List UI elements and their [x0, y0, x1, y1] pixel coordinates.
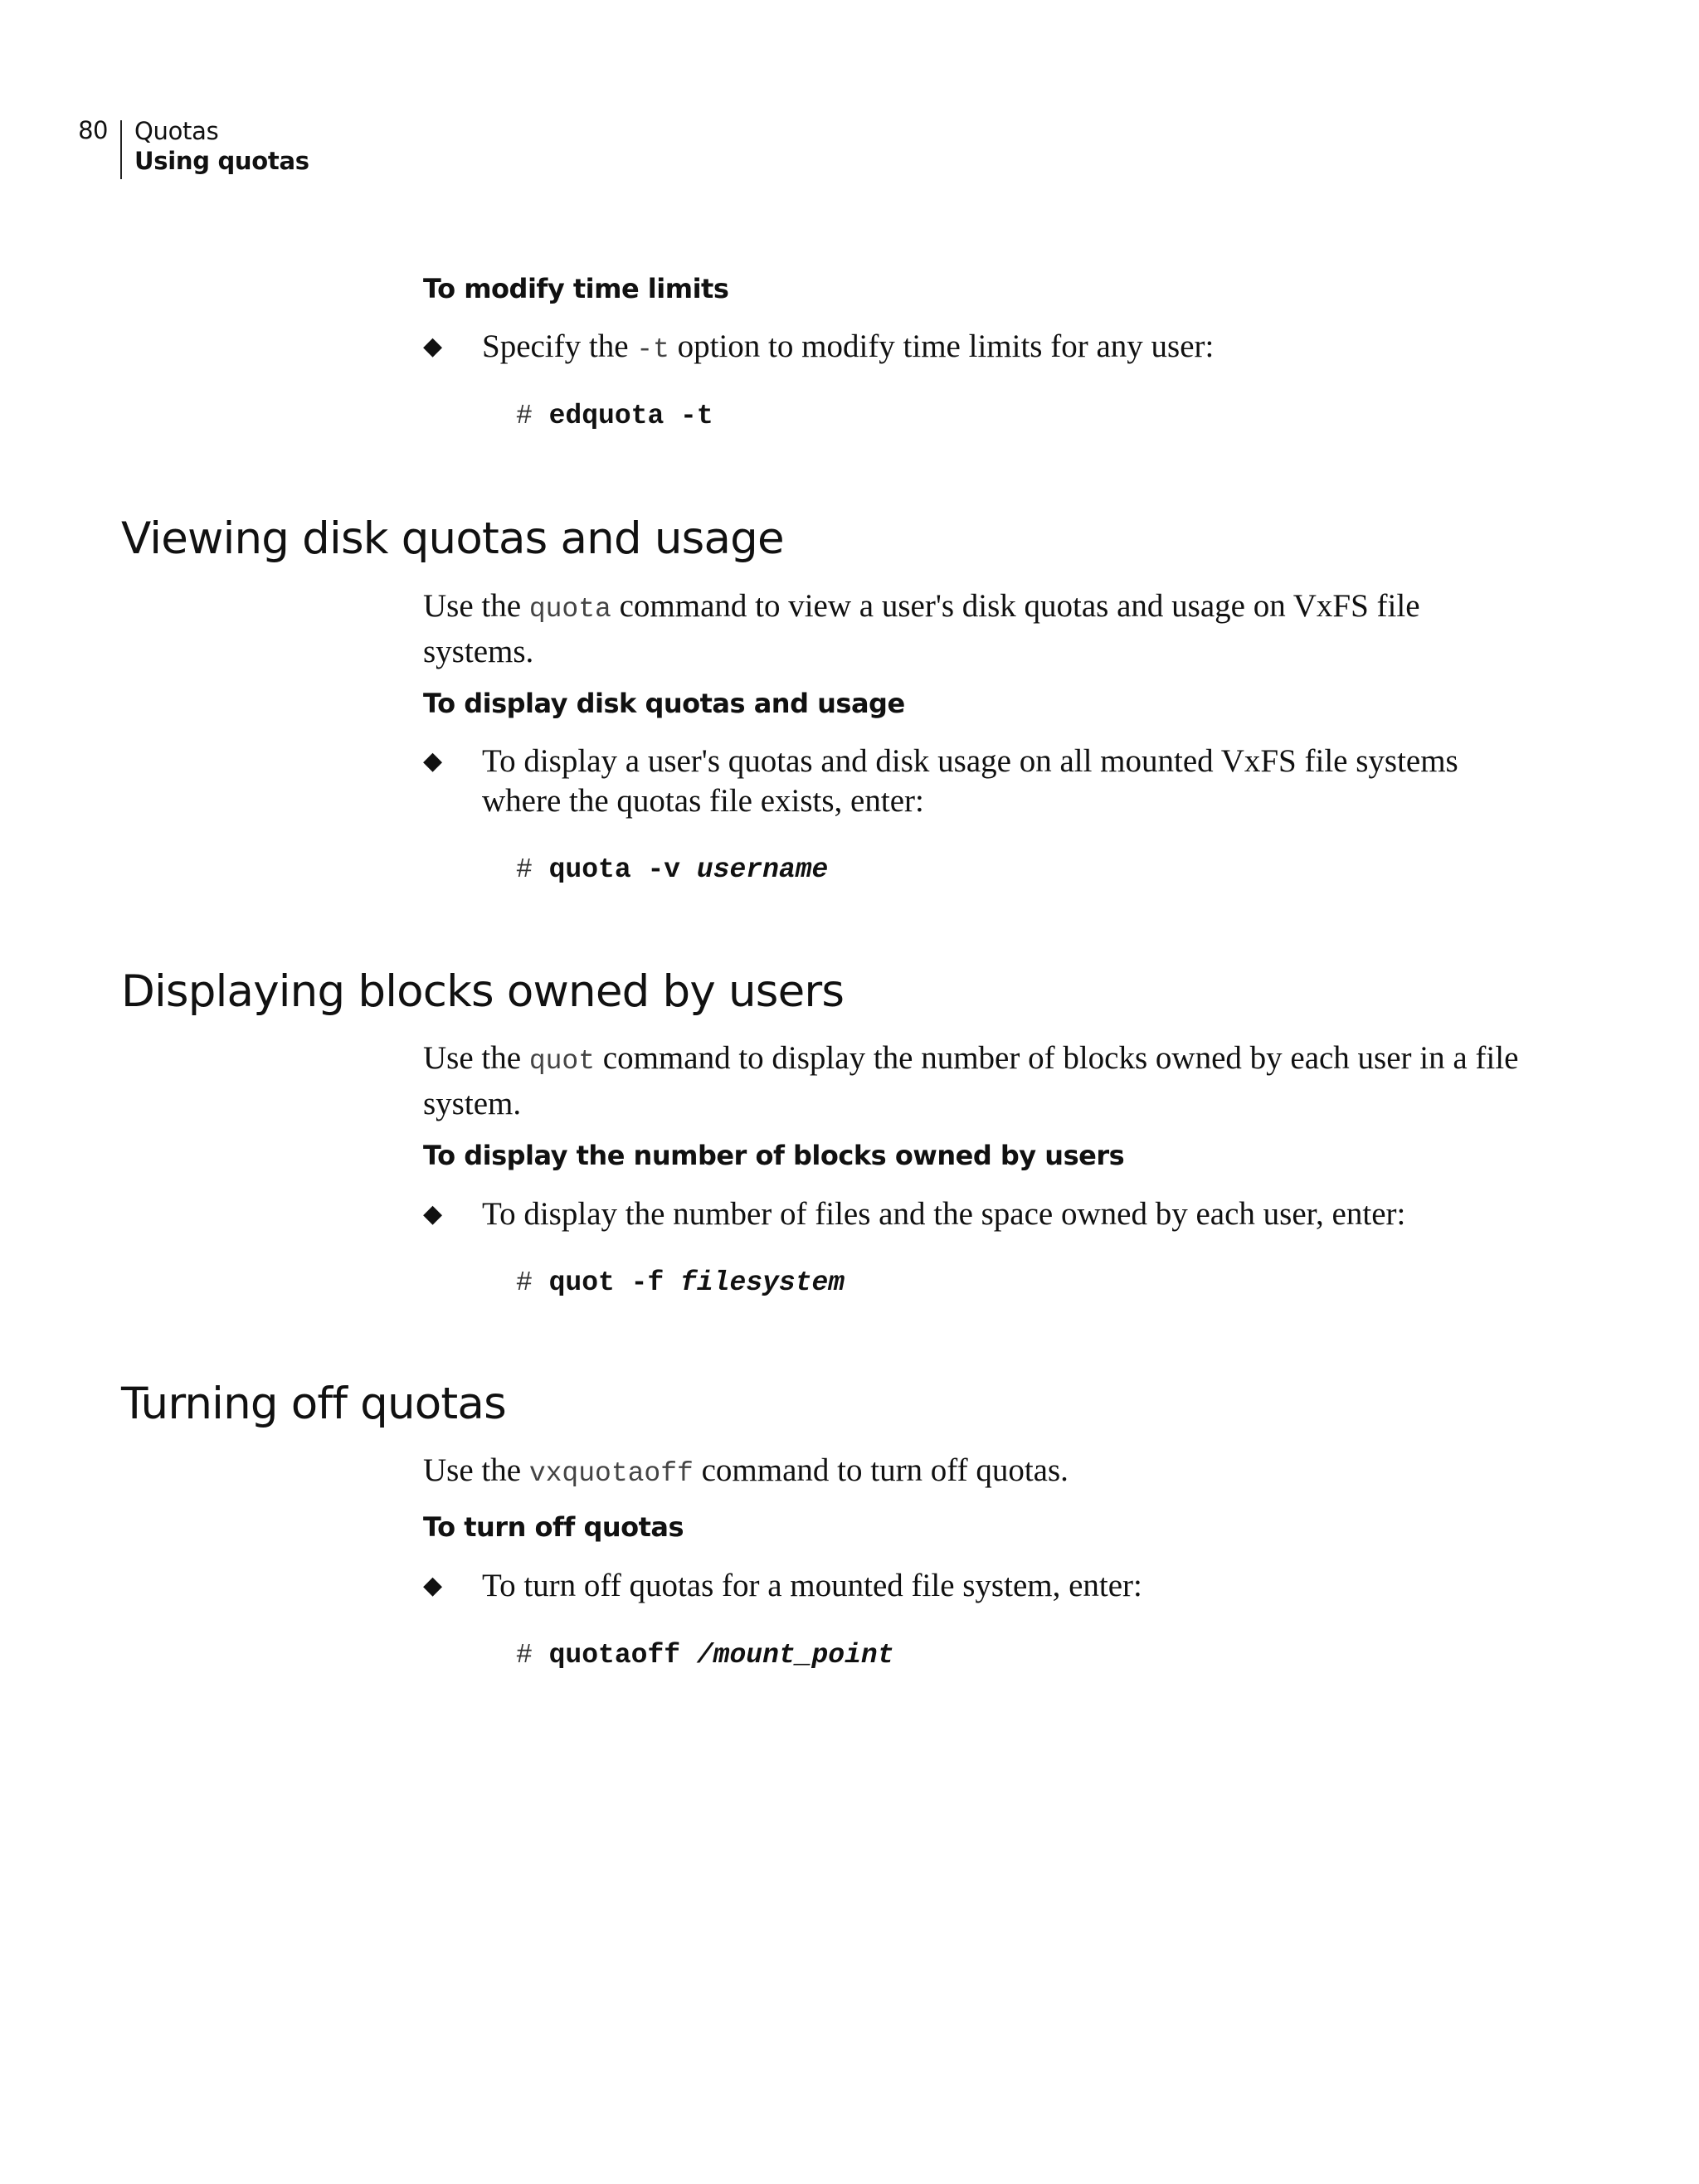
bullet-diamond: ◆ — [423, 1199, 443, 1228]
inline-code: quot — [528, 1046, 596, 1077]
command-quot: # quot -f filesystem — [516, 1267, 845, 1298]
step-modify-time: Specify the -t option to modify time limits for any user: — [482, 328, 1215, 365]
inline-code: -t — [636, 334, 669, 365]
step-turn-off: To turn off quotas for a mounted file system, enter: — [482, 1568, 1142, 1603]
step-display-quotas: To display a user's quotas and disk usage on all mounted VxFS file systems where the quotas file exists, enter: — [482, 743, 1458, 819]
command-quota: # quota -v username — [516, 854, 829, 885]
inline-code: vxquotaoff — [528, 1458, 694, 1489]
procedure-heading-display-blocks: To display the number of blocks owned by users — [423, 1140, 1125, 1171]
bullet-diamond: ◆ — [423, 332, 443, 361]
section-title-viewing: Viewing disk quotas and usage — [121, 513, 784, 564]
intro-viewing: Use the quota command to view a user's disk quotas and usage on VxFS file systems. — [423, 588, 1420, 669]
bullet-diamond: ◆ — [423, 1571, 443, 1600]
page-number: 80 — [78, 116, 108, 144]
procedure-heading-turn-off: To turn off quotas — [423, 1511, 684, 1543]
inline-code: quota — [528, 594, 611, 625]
step-display-blocks: To display the number of files and the space owned by each user, enter: — [482, 1196, 1406, 1232]
command-quotaoff: # quotaoff /mount_point — [516, 1640, 894, 1671]
procedure-heading-modify-time: To modify time limits — [423, 273, 729, 304]
bullet-diamond: ◆ — [423, 747, 443, 776]
chapter-title: Quotas — [134, 117, 219, 145]
intro-turning-off: Use the vxquotaoff command to turn off quotas. — [423, 1452, 1069, 1489]
command-edquota: # edquota -t — [516, 401, 713, 431]
intro-blocks: Use the quot command to display the number of blocks owned by each user in a file system. — [423, 1040, 1519, 1121]
section-title: Using quotas — [134, 147, 309, 175]
procedure-heading-display-quotas: To display disk quotas and usage — [423, 688, 905, 719]
header-divider — [120, 120, 122, 179]
section-title-turning-off: Turning off quotas — [121, 1379, 506, 1429]
section-title-blocks: Displaying blocks owned by users — [121, 966, 845, 1017]
